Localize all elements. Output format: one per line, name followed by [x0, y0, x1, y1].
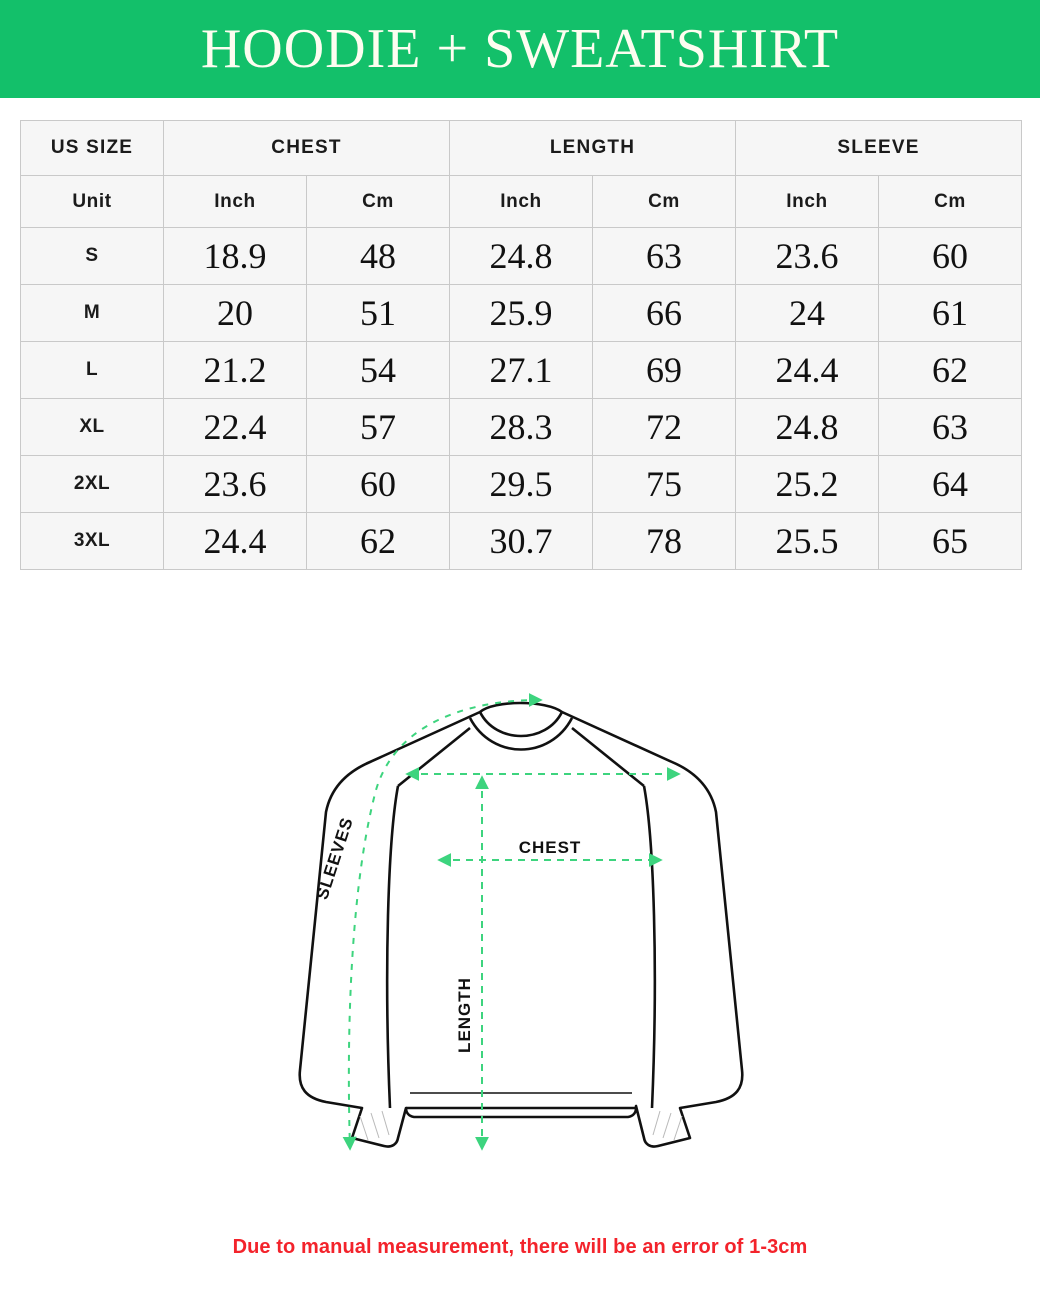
- measurement-diagram: [0, 670, 1040, 1230]
- cell-sleeve-inch: 24: [736, 285, 879, 342]
- unit-sleeve-cm: Cm: [879, 176, 1022, 228]
- table-row: [21, 513, 1022, 570]
- cell-length-inch: 27.1: [450, 342, 593, 399]
- column-header-us-size: US SIZE: [21, 121, 164, 176]
- cell-length-inch: 25.9: [450, 285, 593, 342]
- unit-length-inch: Inch: [450, 176, 593, 228]
- table-unit-row: [21, 176, 1022, 228]
- label-sleeves: SLEEVES: [312, 814, 358, 902]
- cell-length-cm: 75: [593, 456, 736, 513]
- cell-size: 3XL: [21, 513, 164, 570]
- cell-length-inch: 29.5: [450, 456, 593, 513]
- unit-chest-inch: Inch: [164, 176, 307, 228]
- cell-sleeve-cm: 61: [879, 285, 1022, 342]
- cell-chest-cm: 51: [307, 285, 450, 342]
- column-header-length: LENGTH: [450, 121, 736, 176]
- size-chart-table: [20, 120, 1022, 570]
- cell-length-cm: 78: [593, 513, 736, 570]
- cell-chest-cm: 57: [307, 399, 450, 456]
- cell-chest-inch: 18.9: [164, 228, 307, 285]
- unit-label: Unit: [21, 176, 164, 228]
- column-header-chest: CHEST: [164, 121, 450, 176]
- cell-chest-cm: 54: [307, 342, 450, 399]
- unit-chest-cm: Cm: [307, 176, 450, 228]
- table-row: [21, 342, 1022, 399]
- cell-size: L: [21, 342, 164, 399]
- cell-size: XL: [21, 399, 164, 456]
- size-chart-container: [0, 98, 1040, 570]
- cell-chest-inch: 22.4: [164, 399, 307, 456]
- cell-sleeve-cm: 64: [879, 456, 1022, 513]
- cell-length-inch: 30.7: [450, 513, 593, 570]
- cell-chest-cm: 60: [307, 456, 450, 513]
- cell-length-cm: 66: [593, 285, 736, 342]
- cell-sleeve-inch: 24.4: [736, 342, 879, 399]
- sweatshirt-outline: [300, 703, 743, 1147]
- cell-size: S: [21, 228, 164, 285]
- table-row: [21, 285, 1022, 342]
- cell-chest-inch: 20: [164, 285, 307, 342]
- cell-sleeve-cm: 65: [879, 513, 1022, 570]
- cell-sleeve-cm: 63: [879, 399, 1022, 456]
- table-group-header-row: [21, 121, 1022, 176]
- cell-sleeve-cm: 60: [879, 228, 1022, 285]
- cell-length-inch: 24.8: [450, 228, 593, 285]
- cell-chest-cm: 62: [307, 513, 450, 570]
- table-row: [21, 456, 1022, 513]
- cell-sleeve-inch: 25.2: [736, 456, 879, 513]
- garment-illustration: [0, 670, 1040, 1230]
- table-row: [21, 228, 1022, 285]
- cell-chest-inch: 23.6: [164, 456, 307, 513]
- unit-length-cm: Cm: [593, 176, 736, 228]
- cell-sleeve-inch: 23.6: [736, 228, 879, 285]
- cell-chest-cm: 48: [307, 228, 450, 285]
- unit-sleeve-inch: Inch: [736, 176, 879, 228]
- cell-length-inch: 28.3: [450, 399, 593, 456]
- page-header-banner: [0, 0, 1040, 98]
- cell-sleeve-inch: 25.5: [736, 513, 879, 570]
- cell-chest-inch: 21.2: [164, 342, 307, 399]
- cell-size: M: [21, 285, 164, 342]
- cell-sleeve-cm: 62: [879, 342, 1022, 399]
- page-title: HOODIE + SWEATSHIRT: [200, 18, 840, 80]
- cell-length-cm: 72: [593, 399, 736, 456]
- cell-length-cm: 63: [593, 228, 736, 285]
- cell-size: 2XL: [21, 456, 164, 513]
- table-row: [21, 399, 1022, 456]
- column-header-sleeve: SLEEVE: [736, 121, 1022, 176]
- label-length: LENGTH: [455, 977, 474, 1053]
- cell-chest-inch: 24.4: [164, 513, 307, 570]
- measurement-disclaimer: Due to manual measurement, there will be an error of 1-3cm: [232, 1236, 808, 1258]
- cell-length-cm: 69: [593, 342, 736, 399]
- label-chest: CHEST: [518, 838, 582, 857]
- cell-sleeve-inch: 24.8: [736, 399, 879, 456]
